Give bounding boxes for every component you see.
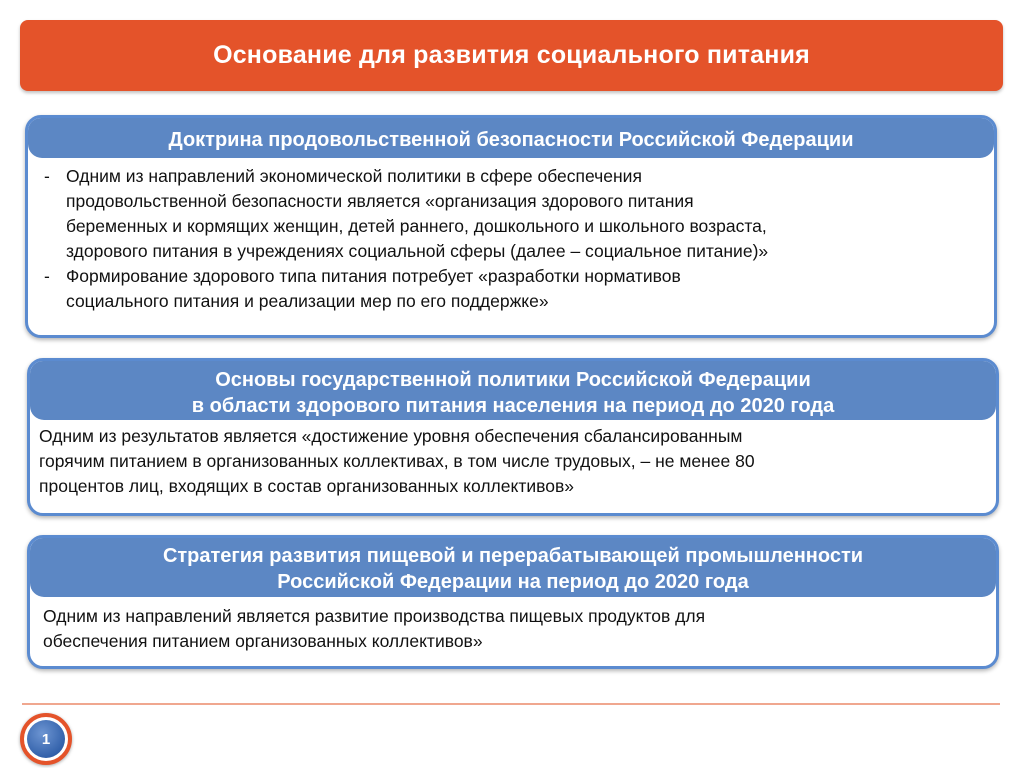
body-line: социального питания и реализации мер по его поддержке» (66, 291, 549, 311)
footer-divider (22, 703, 1000, 705)
body-line: процентов лиц, входящих в состав организованных коллективов» (39, 476, 574, 496)
dash-marker: - (44, 266, 50, 286)
body-line: здорового питания в учреждениях социальной сферы (далее – социальное питание)» (66, 241, 769, 261)
section-healthy-nutrition-policy (27, 358, 999, 516)
section-header-line: в области здорового питания населения на период до 2020 года (191, 395, 835, 417)
bullet-list (32, 164, 988, 314)
section-header (28, 118, 994, 158)
section-header (30, 538, 996, 597)
section-header-line: Российской Федерации на период до 2020 года (277, 571, 749, 593)
section-body (30, 420, 996, 499)
body-line: продовольственной безопасности является «организация здорового питания (66, 191, 694, 211)
slide-title: Основание для развития социального питания (213, 41, 810, 69)
body-line: Одним из направлений экономической политики в сфере обеспечения (66, 166, 642, 186)
body-line: Одним из направлений является развитие производства пищевых продуктов для (43, 606, 706, 626)
page-number-badge (20, 713, 72, 765)
body-line: беременных и кормящих женщин, детей раннего, дошкольного и школьного возраста, (66, 216, 767, 236)
section-food-industry-strategy (27, 535, 999, 669)
body-line: Одним из результатов является «достижение уровня обеспечения сбалансированным (39, 426, 743, 446)
bullet-item (32, 264, 988, 314)
body-line: обеспечения питанием организованных коллективов» (43, 631, 483, 651)
page-number: 1 (27, 720, 65, 758)
section-header-line: Стратегия развития пищевой и перерабатывающей промышленности (162, 545, 864, 567)
section-food-security-doctrine (25, 115, 997, 338)
section-body (28, 158, 994, 314)
section-body (30, 597, 996, 654)
dash-marker: - (44, 166, 50, 186)
section-header-line: Доктрина продовольственной безопасности Российской Федерации (168, 129, 854, 151)
bullet-item (32, 164, 988, 264)
title-bar (20, 20, 1003, 91)
body-line: горячим питанием в организованных коллективах, в том числе трудовых, – не менее 80 (39, 451, 755, 471)
section-header-line: Основы государственной политики Российской Федерации (215, 369, 811, 391)
section-header (30, 361, 996, 420)
body-line: Формирование здорового типа питания потребует «разработки нормативов (66, 266, 681, 286)
